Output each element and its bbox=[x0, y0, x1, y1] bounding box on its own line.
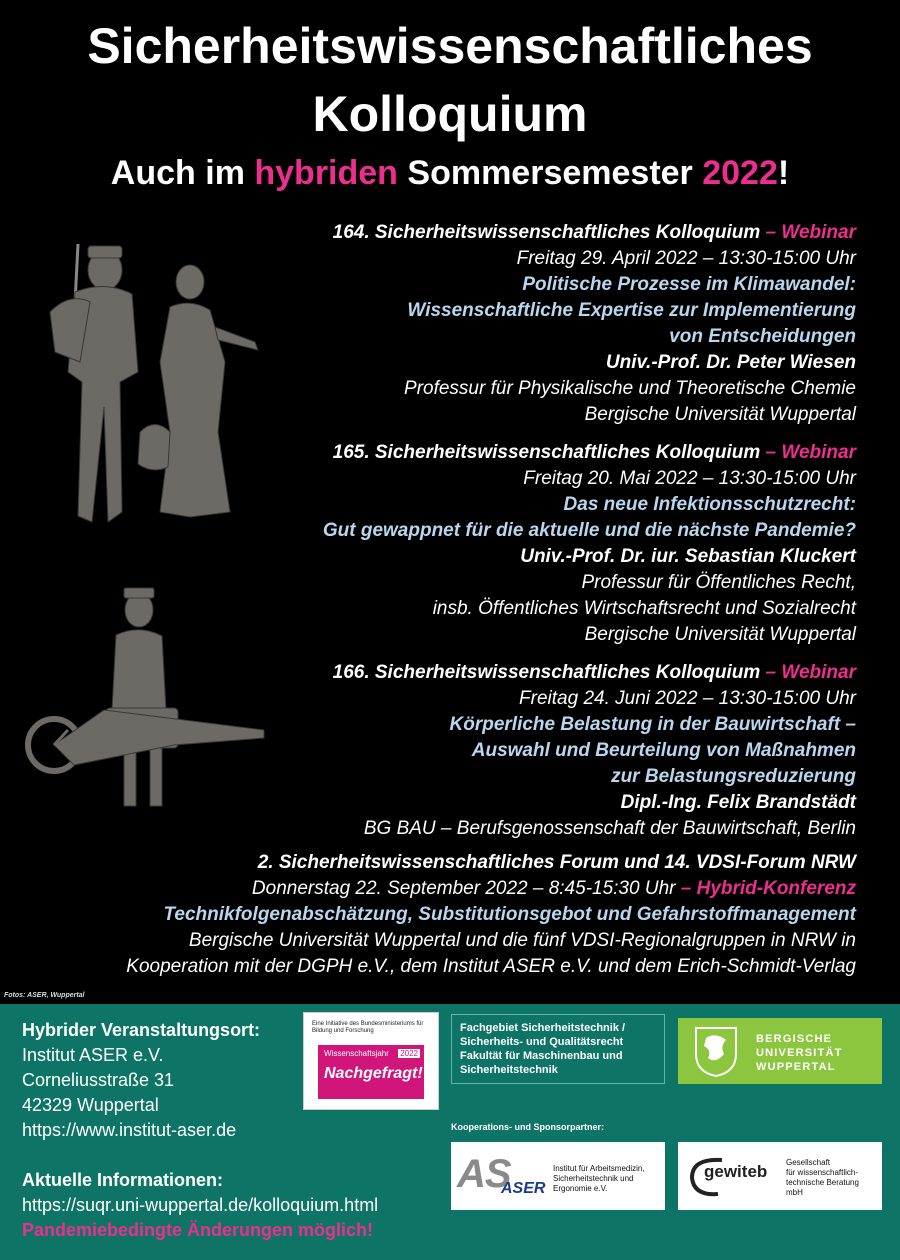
event-format: – Webinar bbox=[760, 442, 856, 463]
event-format: – Webinar bbox=[760, 222, 856, 243]
forum-date: Donnerstag 22. September 2022 – 8:45-15:30 Uhr bbox=[251, 878, 676, 899]
fachgebiet-line: Sicherheits- und Qualitätsrecht bbox=[460, 1036, 624, 1048]
event-title: 164. Sicherheitswissenschaftliches Kolloquium bbox=[332, 222, 761, 243]
aser-desc-line: Institut für Arbeitsmedizin, bbox=[553, 1164, 645, 1173]
buw-line: WUPPERTAL bbox=[756, 1061, 836, 1073]
event-topic: von Entscheidungen bbox=[669, 326, 856, 347]
wj-initiative: Eine Initiative des Bundesministeriums für Bildung und Forschung bbox=[312, 1021, 424, 1034]
event-topic: Politische Prozesse im Klimawandel: bbox=[522, 274, 856, 295]
event-topic: Körperliche Belastung in der Bauwirtschaft – bbox=[449, 714, 856, 735]
aser-desc-line: Sicherheitstechnik und bbox=[553, 1174, 634, 1183]
event-date: Freitag 24. Juni 2022 – 13:30-15:00 Uhr bbox=[519, 688, 856, 709]
event-title: 166. Sicherheitswissenschaftliches Kolloquium bbox=[332, 662, 761, 683]
forum-organizers: Kooperation mit der DGPH e.V., dem Institut ASER e.V. und dem Erich-Schmidt-Verlag bbox=[126, 956, 856, 977]
fachgebiet-line: Fakultät für Maschinenbau und bbox=[460, 1050, 623, 1062]
gewiteb-name: gewiteb bbox=[704, 1162, 768, 1181]
fachgebiet-line: Fachgebiet Sicherheitstechnik / bbox=[460, 1022, 626, 1034]
buw-lion-icon bbox=[690, 1024, 742, 1078]
subtitle-end: ! bbox=[777, 154, 790, 192]
event-affiliation: insb. Öffentliches Wirtschaftsrecht und Sozialrecht bbox=[432, 598, 856, 619]
event-speaker: Univ.-Prof. Dr. Peter Wiesen bbox=[605, 352, 856, 373]
gewiteb-desc-line: Gesellschaft bbox=[786, 1158, 831, 1167]
event-165 bbox=[216, 440, 856, 648]
aser-big-letters: AS bbox=[457, 1152, 511, 1196]
event-title-line bbox=[216, 440, 856, 466]
gewiteb-description bbox=[786, 1158, 878, 1198]
venue-line: 42329 Wuppertal bbox=[22, 1095, 159, 1115]
page-title: Sicherheitswissenschaftliches bbox=[87, 18, 813, 74]
event-affiliation: BG BAU – Berufsgenossenschaft der Bauwirtschaft, Berlin bbox=[363, 818, 856, 839]
event-164 bbox=[216, 220, 856, 428]
wissenschaftsjahr-logo bbox=[303, 1012, 439, 1110]
event-date: Freitag 20. Mai 2022 – 13:30-15:00 Uhr bbox=[523, 468, 856, 489]
event-affiliation: Professur für Physikalische und Theoretische Chemie bbox=[404, 378, 856, 399]
gewiteb-desc-line: technische Beratung mbH bbox=[786, 1178, 859, 1197]
buw-line: BERGISCHE bbox=[756, 1033, 833, 1045]
forum-section bbox=[16, 850, 856, 980]
wj-slogan: Nachgefragt! bbox=[324, 1065, 423, 1082]
venue-url[interactable]: https://www.institut-aser.de bbox=[22, 1120, 237, 1140]
event-affiliation: Bergische Universität Wuppertal bbox=[584, 404, 856, 425]
wj-box bbox=[318, 1045, 424, 1099]
event-topic: Auswahl und Beurteilung von Maßnahmen bbox=[471, 740, 856, 761]
info-url[interactable]: https://suqr.uni-wuppertal.de/kolloquium.html bbox=[22, 1195, 379, 1215]
info-block bbox=[22, 1168, 378, 1243]
aser-wordmark: ASER bbox=[501, 1180, 546, 1197]
forum-format: – Hybrid-Konferenz bbox=[675, 878, 856, 899]
event-date: Freitag 29. April 2022 – 13:30-15:00 Uhr bbox=[516, 248, 856, 269]
event-title: 165. Sicherheitswissenschaftliches Kolloquium bbox=[332, 442, 761, 463]
event-topic: Gut gewappnet für die aktuelle und die nächste Pandemie? bbox=[322, 520, 856, 541]
forum-date-line bbox=[16, 876, 856, 902]
event-affiliation: Bergische Universität Wuppertal bbox=[584, 624, 856, 645]
buw-logo bbox=[678, 1018, 882, 1084]
event-topic: Das neue Infektionsschutzrecht: bbox=[563, 494, 856, 515]
subtitle-mid: Sommersemester bbox=[397, 154, 703, 192]
gewiteb-desc-line: für wissenschaftlich- bbox=[786, 1168, 859, 1177]
subtitle-highlight: hybriden bbox=[254, 154, 398, 192]
fachgebiet-line: Sicherheitstechnik bbox=[460, 1064, 558, 1076]
event-topic: zur Belastungsreduzierung bbox=[611, 766, 856, 787]
event-speaker: Dipl.-Ing. Felix Brandstädt bbox=[620, 792, 856, 813]
event-speaker: Univ.-Prof. Dr. iur. Sebastian Kluckert bbox=[520, 546, 856, 567]
event-format: – Webinar bbox=[760, 662, 856, 683]
event-topic: Wissenschaftliche Expertise zur Implementierung bbox=[407, 300, 856, 321]
venue-heading: Hybrider Veranstaltungsort: bbox=[22, 1020, 261, 1040]
event-title-line bbox=[216, 660, 856, 686]
info-notice: Pandemiebedingte Änderungen möglich! bbox=[22, 1220, 374, 1240]
photo-credit: Fotos: ASER, Wuppertal bbox=[4, 992, 85, 999]
gewiteb-logo bbox=[678, 1142, 882, 1210]
event-affiliation: Professur für Öffentliches Recht, bbox=[581, 572, 856, 593]
venue-line: Institut ASER e.V. bbox=[22, 1045, 164, 1065]
buw-line: UNIVERSITÄT bbox=[756, 1047, 843, 1059]
forum-organizers: Bergische Universität Wuppertal und die fünf VDSI-Regionalgruppen in NRW in bbox=[188, 930, 856, 951]
venue-block bbox=[22, 1018, 260, 1143]
subtitle-year: 2022 bbox=[702, 154, 778, 192]
event-166 bbox=[216, 660, 856, 842]
page-title-line2: Kolloquium bbox=[312, 86, 588, 142]
page-subtitle bbox=[0, 153, 900, 193]
info-heading: Aktuelle Informationen: bbox=[22, 1170, 224, 1190]
buw-text bbox=[756, 1032, 843, 1074]
forum-topic: Technikfolgenabschätzung, Substitutionsgebot und Gefahrstoffmanagement bbox=[163, 904, 856, 925]
cooperation-label: Kooperations- und Sponsorpartner: bbox=[451, 1122, 604, 1132]
aser-logo bbox=[451, 1142, 665, 1210]
events-list bbox=[216, 220, 856, 854]
fachgebiet-logo bbox=[451, 1014, 665, 1084]
aser-description bbox=[553, 1164, 659, 1194]
event-title-line bbox=[216, 220, 856, 246]
subtitle-pre: Auch im bbox=[110, 154, 255, 192]
wj-label: Wissenschaftsjahr bbox=[324, 1049, 389, 1058]
forum-title: 2. Sicherheitswissenschaftliches Forum und 14. VDSI-Forum NRW bbox=[257, 852, 856, 873]
footer bbox=[0, 1004, 900, 1260]
aser-desc-line: Ergonomie e.V. bbox=[553, 1184, 608, 1193]
wj-year: 2022 bbox=[400, 1049, 418, 1058]
venue-line: Corneliusstraße 31 bbox=[22, 1070, 175, 1090]
